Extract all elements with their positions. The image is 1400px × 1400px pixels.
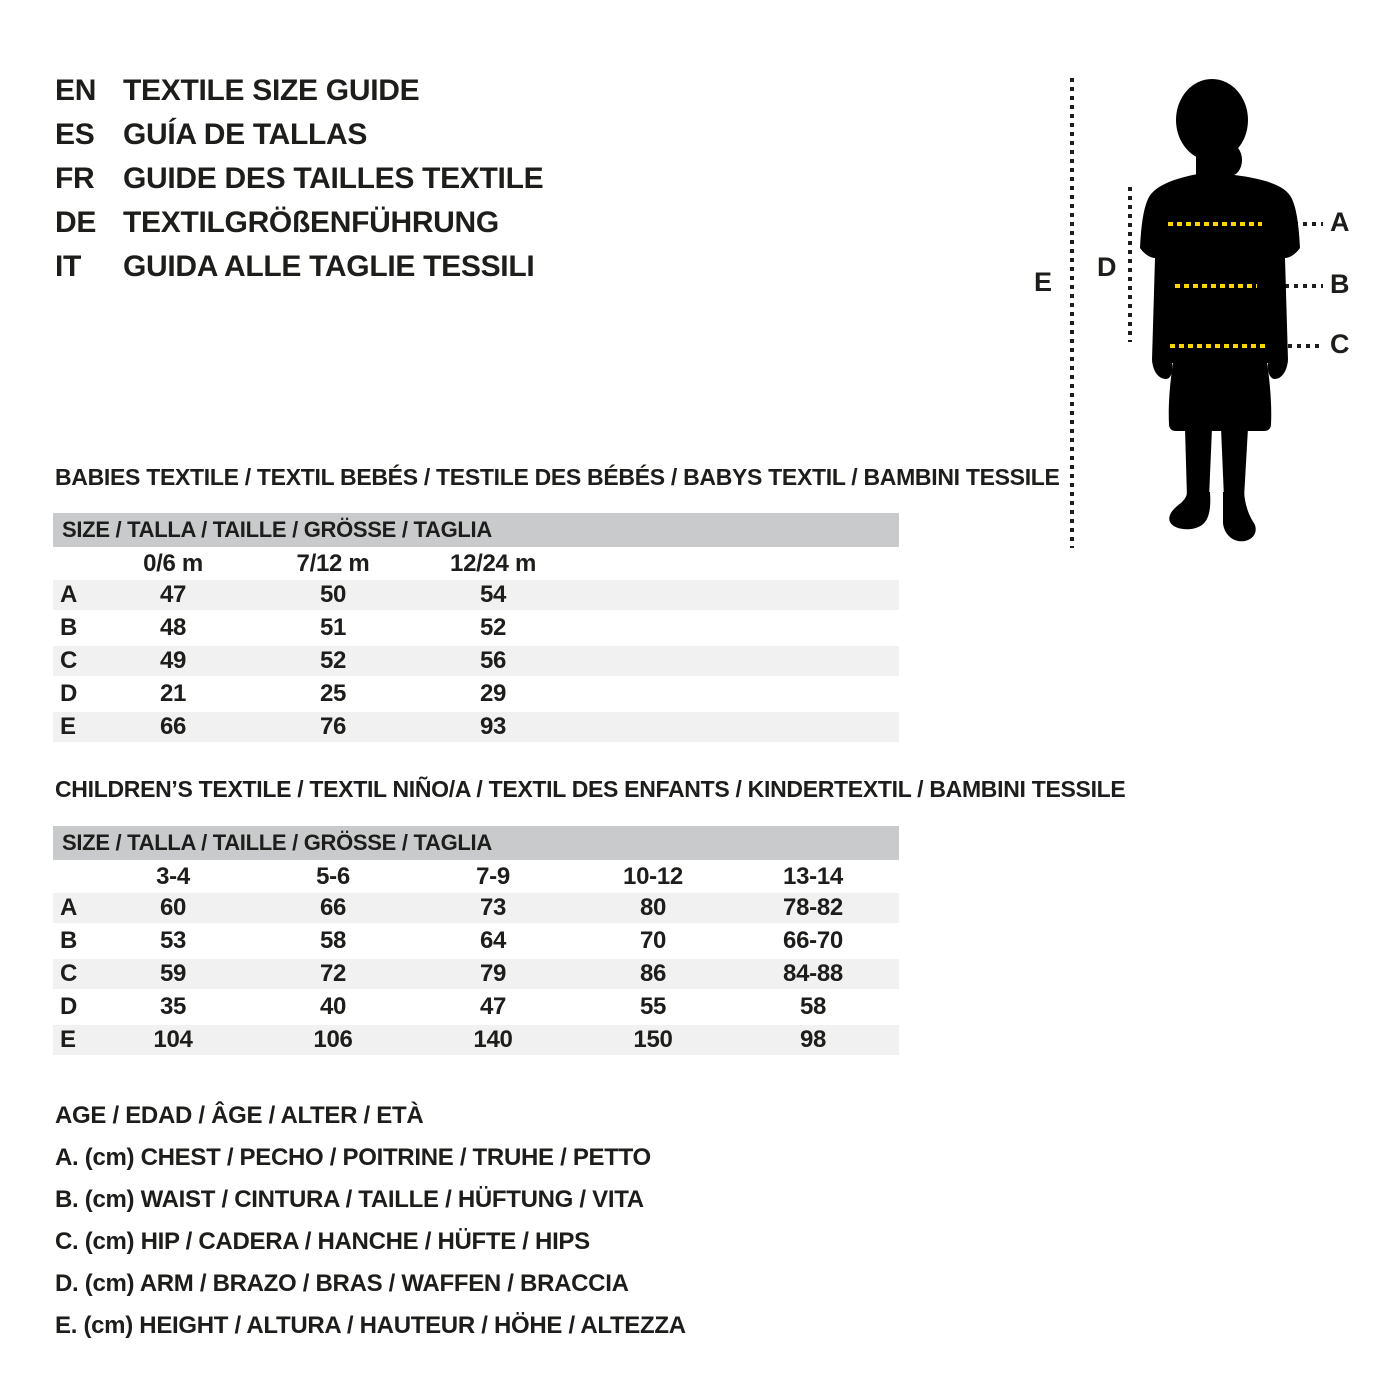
language-title: GUÍA DE TALLAS: [123, 118, 368, 151]
table-row: [53, 926, 899, 956]
column-header: 12/24 m: [450, 549, 536, 577]
table-row: [53, 712, 899, 742]
language-code: FR: [55, 162, 95, 195]
measure-label-e: E: [1034, 267, 1052, 297]
table-cell: 66-70: [783, 927, 843, 954]
table-cell: 58: [319, 927, 347, 954]
row-label: D: [60, 680, 78, 707]
column-header: 7/12 m: [296, 549, 370, 577]
table-cell: 51: [319, 614, 347, 641]
table-cell: 52: [479, 614, 507, 641]
table-row: [53, 1025, 899, 1055]
language-code: EN: [55, 74, 97, 107]
arm-measure-line-icon: [1128, 187, 1132, 342]
table-cell: 53: [159, 927, 187, 954]
language-title: GUIDE DES TAILLES TEXTILE: [123, 162, 544, 195]
language-row-it: [55, 252, 543, 282]
table-row: [53, 893, 899, 923]
waist-measure-dashes-icon: [1175, 284, 1257, 288]
table-cell: 93: [479, 713, 507, 740]
table-cell: 58: [799, 993, 827, 1020]
table-cell: 98: [799, 1026, 827, 1053]
babies-section-title: BABIES TEXTILE / TEXTIL BEBÉS / TESTILE DES BÉBÉS / BABYS TEXTIL / BAMBINI TESSILE: [55, 464, 1060, 490]
measure-label-c: C: [1330, 329, 1350, 359]
table-row: [53, 580, 899, 610]
measurement-diagram: [1020, 60, 1400, 600]
table-cell: 50: [319, 581, 347, 608]
language-title: GUIDA ALLE TAGLIE TESSILI: [123, 250, 535, 283]
babies-table-header-bar: SIZE / TALLA / TAILLE / GRÖSSE / TAGLIA: [53, 513, 899, 547]
table-cell: 73: [479, 894, 507, 921]
row-label: A: [60, 581, 78, 608]
table-cell: 48: [159, 614, 187, 641]
language-row-es: [55, 120, 543, 150]
table-cell: 76: [319, 713, 347, 740]
row-label: B: [60, 614, 78, 641]
table-cell: 60: [159, 894, 187, 921]
table-cell: 70: [639, 927, 667, 954]
table-cell: 66: [319, 894, 347, 921]
legend-hip-line: C. (cm) HIP / CADERA / HANCHE / HÜFTE / HIPS: [55, 1228, 590, 1255]
table-cell: 35: [159, 993, 187, 1020]
babies-column-header-row: [53, 547, 899, 580]
row-label: C: [60, 647, 78, 674]
table-row: [53, 992, 899, 1022]
language-title: TEXTILGRÖßENFÜHRUNG: [123, 206, 499, 239]
legend-waist-line: B. (cm) WAIST / CINTURA / TAILLE / HÜFTUNG / VITA: [55, 1186, 644, 1213]
table-cell: 25: [319, 680, 347, 707]
height-measure-line-icon: [1070, 78, 1074, 548]
table-cell: 49: [159, 647, 187, 674]
table-cell: 72: [319, 960, 347, 987]
table-row: [53, 613, 899, 643]
language-row-fr: [55, 164, 543, 194]
table-row: [53, 959, 899, 989]
table-cell: 47: [479, 993, 507, 1020]
hip-measure-dashes-icon: [1170, 344, 1267, 348]
children-size-table: [53, 826, 899, 1058]
table-cell: 59: [159, 960, 187, 987]
legend-chest-line: A. (cm) CHEST / PECHO / POITRINE / TRUHE / PETTO: [55, 1144, 651, 1171]
table-row: [53, 679, 899, 709]
babies-size-table: [53, 513, 899, 745]
table-cell: 86: [639, 960, 667, 987]
measure-label-b: B: [1330, 269, 1350, 299]
column-header: 3-4: [156, 862, 190, 890]
language-row-en: [55, 76, 543, 106]
table-cell: 64: [479, 927, 507, 954]
row-label: E: [60, 1026, 76, 1053]
language-code: IT: [55, 250, 82, 283]
table-cell: 78-82: [783, 894, 843, 921]
row-label: B: [60, 927, 78, 954]
table-cell: 47: [159, 581, 187, 608]
column-header: 5-6: [316, 862, 350, 890]
language-code: ES: [55, 118, 95, 151]
table-cell: 140: [473, 1026, 513, 1053]
table-cell: 80: [639, 894, 667, 921]
table-row: [53, 646, 899, 676]
row-label: D: [60, 993, 78, 1020]
measure-label-d: D: [1097, 252, 1117, 282]
measurement-legend: [55, 1104, 686, 1356]
chest-measure-dashes-icon: [1168, 222, 1262, 226]
row-label: C: [60, 960, 78, 987]
child-silhouette-icon: [1140, 78, 1300, 548]
table-cell: 40: [319, 993, 347, 1020]
table-cell: 55: [639, 993, 667, 1020]
table-cell: 56: [479, 647, 507, 674]
children-table-header-bar: SIZE / TALLA / TAILLE / GRÖSSE / TAGLIA: [53, 826, 899, 860]
language-title: TEXTILE SIZE GUIDE: [123, 74, 420, 107]
column-header: 7-9: [476, 862, 510, 890]
legend-arm-line: D. (cm) ARM / BRAZO / BRAS / WAFFEN / BRACCIA: [55, 1270, 629, 1297]
table-cell: 84-88: [783, 960, 843, 987]
language-row-de: [55, 208, 543, 238]
table-cell: 21: [159, 680, 187, 707]
table-cell: 54: [479, 581, 507, 608]
column-header: 10-12: [623, 862, 683, 890]
table-cell: 104: [153, 1026, 193, 1053]
table-cell: 29: [479, 680, 507, 707]
column-header: 13-14: [783, 862, 843, 890]
table-cell: 150: [633, 1026, 673, 1053]
children-section-title: CHILDREN’S TEXTILE / TEXTIL NIÑO/A / TEXTIL DES ENFANTS / KINDERTEXTIL / BAMBINI TESSILE: [55, 776, 1126, 802]
table-cell: 66: [159, 713, 187, 740]
children-column-header-row: [53, 860, 899, 893]
table-cell: 52: [319, 647, 347, 674]
legend-age-line: AGE / EDAD / ÂGE / ALTER / ETÀ: [55, 1102, 424, 1129]
table-cell: 79: [479, 960, 507, 987]
legend-height-line: E. (cm) HEIGHT / ALTURA / HAUTEUR / HÖHE / ALTEZZA: [55, 1312, 686, 1339]
language-code: DE: [55, 206, 97, 239]
row-label: A: [60, 894, 78, 921]
measure-label-a: A: [1330, 207, 1350, 237]
table-cell: 106: [313, 1026, 353, 1053]
row-label: E: [60, 713, 76, 740]
column-header: 0/6 m: [143, 549, 203, 577]
language-list: [55, 76, 543, 296]
